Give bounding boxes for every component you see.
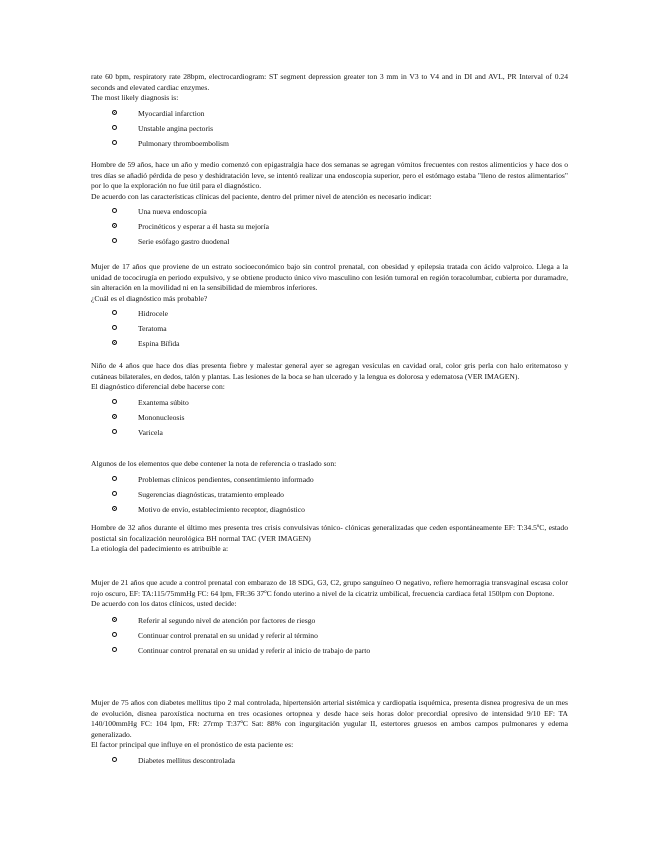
radio-empty-icon[interactable] — [112, 429, 117, 434]
question-text: Mujer de 21 años que acude a control prenatal con embarazo de 18 SDG, G3, C2, grupo sanguíneo O negativo, refiere hemorragia transvaginal escasa color rojo oscuro, EF: TA:115/75mmHg FC: 64 lpm, FR:36 37ºC fondo uterino a nivel de la cicatriz umbilical, frecuencia cardiaca fetal 150lpm con Doptone. — [91, 578, 568, 598]
option-label: Teratoma — [138, 324, 167, 334]
option-2[interactable] — [91, 219, 568, 234]
option-2[interactable] — [91, 628, 568, 643]
options-list — [91, 753, 568, 768]
options-list — [91, 395, 568, 440]
option-3[interactable] — [91, 136, 568, 151]
question-2 — [91, 160, 568, 249]
option-1[interactable] — [91, 106, 568, 121]
question-stem: El diagnóstico diferencial debe hacerse con: — [91, 382, 225, 392]
question-4 — [91, 361, 568, 440]
option-1[interactable] — [91, 306, 568, 321]
option-1[interactable] — [91, 204, 568, 219]
option-label: Una nueva endoscopía — [138, 207, 207, 217]
radio-selected-icon[interactable] — [112, 414, 117, 419]
question-text: Mujer de 75 años con diabetes mellitus tipo 2 mal controlada, hipertensión arterial sistémica y cardiopatía isquémica, presenta disnea progresiva de un mes de evolución, disnea paroxística nocturna en tres ocasiones ortopnea y desde hace seis horas dolor precordial opresivo de intensidad 9/10 EF: TA 140/100mmHg FC: 104 lpm, FR: 27rmp T:37ºC Sat: 88% con ingurgitación yugular II, estertores gruesos en ambos campos pulmonares y edema generalizado. — [91, 698, 568, 739]
options-list — [91, 204, 568, 249]
radio-empty-icon[interactable] — [112, 632, 117, 637]
options-list — [91, 472, 568, 517]
question-stem: ¿Cuál es el diagnóstico más probable? — [91, 293, 208, 303]
option-3[interactable] — [91, 502, 568, 517]
option-label: Diabetes mellitus descontrolada — [138, 755, 236, 765]
option-label: Motivo de envío, establecimiento receptor, diagnóstico — [138, 504, 305, 514]
radio-empty-icon[interactable] — [112, 238, 117, 243]
option-label: Unstable angina pectoris — [138, 123, 214, 133]
option-label: Myocardial infarction — [138, 108, 205, 118]
option-3[interactable] — [91, 425, 568, 440]
options-list — [91, 106, 568, 151]
question-text: rate 60 bpm, respiratory rate 28bpm, electrocardiogram: ST segment depression greater ton 3 mm in V3 to V4 and in DI and AVL, PR Interval of 0.24 seconds and elevated cardiac enzymes. — [91, 72, 568, 92]
option-label: Varicela — [138, 427, 163, 437]
question-8 — [91, 698, 568, 768]
option-2[interactable] — [91, 410, 568, 425]
question-stem: De acuerdo con las características clínicas del paciente, dentro del primer nivel de atención es necesario indicar: — [91, 191, 432, 201]
radio-empty-icon[interactable] — [112, 491, 117, 496]
option-label: Serie esófago gastro duodenal — [138, 237, 230, 247]
option-2[interactable] — [91, 487, 568, 502]
question-text: Hombre de 59 años, hace un año y medio comenzó con epigastralgia hace dos semanas se agregan vómitos frecuentes con restos alimenticios y hace dos o tres días se añadió pérdida de peso y deshidratación leve, se intentó realizar una endoscopia superior, pero el estómago estaba "lleno de restos alimentarios" por lo que la exploración no fue útil para el diagnóstico. — [91, 160, 568, 191]
option-1[interactable] — [91, 395, 568, 410]
option-label: Mononucleosis — [138, 412, 185, 422]
option-label: Procinéticos y esperar a él hasta su mejoría — [138, 222, 269, 232]
option-label: Hidrocele — [138, 309, 168, 319]
question-stem: De acuerdo con los datos clínicos, usted decide: — [91, 599, 237, 609]
option-1[interactable] — [91, 472, 568, 487]
question-stem: El factor principal que influye en el pronóstico de esta paciente es: — [91, 740, 294, 750]
question-stem: Algunos de los elementos que debe contener la nota de referencia o traslado son: — [91, 459, 337, 468]
question-text: Hombre de 32 años durante el último mes presenta tres crisis convulsivas tónico- clónicas generalizadas que ceden espontáneamente EF: T:34.5ºC, estado postictal sin focalización neurológica BH normal TAC (VER IMAGEN) — [91, 523, 568, 543]
option-label: Sugerencias diagnósticas, tratamiento empleado — [138, 489, 284, 499]
radio-empty-icon[interactable] — [112, 208, 117, 213]
option-label: Pulmonary thromboembolism — [138, 138, 229, 148]
radio-empty-icon[interactable] — [112, 310, 117, 315]
option-2[interactable] — [91, 321, 568, 336]
option-1[interactable] — [91, 753, 568, 768]
radio-empty-icon[interactable] — [112, 140, 117, 145]
option-label: Continuar control prenatal en su unidad y referir al inicio de trabajo de parto — [138, 645, 371, 655]
question-stem: La etiología del padecimiento es atribuible a: — [91, 544, 229, 554]
radio-selected-icon[interactable] — [112, 223, 117, 228]
options-list — [91, 306, 568, 351]
option-label: Problemas clínicos pendientes, consentimiento informado — [138, 474, 314, 484]
radio-selected-icon[interactable] — [112, 617, 117, 622]
question-3 — [91, 262, 568, 351]
radio-empty-icon[interactable] — [112, 476, 117, 481]
option-label: Exantema súbito — [138, 397, 189, 407]
option-3[interactable] — [91, 234, 568, 249]
radio-selected-icon[interactable] — [112, 340, 117, 345]
radio-selected-icon[interactable] — [112, 110, 117, 115]
radio-selected-icon[interactable] — [112, 506, 117, 511]
option-label: Continuar control prenatal en su unidad y referir al término — [138, 630, 318, 640]
option-label: Espina Bífida — [138, 339, 180, 349]
option-2[interactable] — [91, 121, 568, 136]
radio-empty-icon[interactable] — [112, 757, 117, 762]
options-list — [91, 613, 568, 658]
question-stem: The most likely diagnosis is: — [91, 93, 179, 103]
question-text: Mujer de 17 años que proviene de un estrato socioeconómico bajo sin control prenatal, con obesidad y epilepsia tratada con ácido valproico. Llega a la unidad de tococirugía en periodo expulsivo, y se obtiene producto único vivo masculino con lesión tumoral en región toracolumbar, cubierta por duramadre, sin alteración en la movilidad ni en la sensibilidad de miembros inferiores. — [91, 262, 568, 293]
option-label: Referir al segundo nivel de atención por factores de riesgo — [138, 615, 316, 625]
question-1 — [91, 72, 568, 151]
radio-empty-icon[interactable] — [112, 125, 117, 130]
option-3[interactable] — [91, 643, 568, 658]
question-6 — [91, 523, 568, 555]
question-7 — [91, 578, 568, 658]
option-1[interactable] — [91, 613, 568, 628]
radio-empty-icon[interactable] — [112, 647, 117, 652]
radio-empty-icon[interactable] — [112, 325, 117, 330]
option-3[interactable] — [91, 336, 568, 351]
question-text: Niño de 4 años que hace dos días presenta fiebre y malestar general ayer se agregan vesículas en cavidad oral, color gris perla con halo eritematoso y cutáneas bilaterales, en dedos, talón y plantas. Las lesiones de la boca se han ulcerado y la lengua es dolorosa y edematosa (VER IMAGEN). — [91, 361, 568, 381]
radio-empty-icon[interactable] — [112, 399, 117, 404]
question-5 — [91, 459, 568, 517]
